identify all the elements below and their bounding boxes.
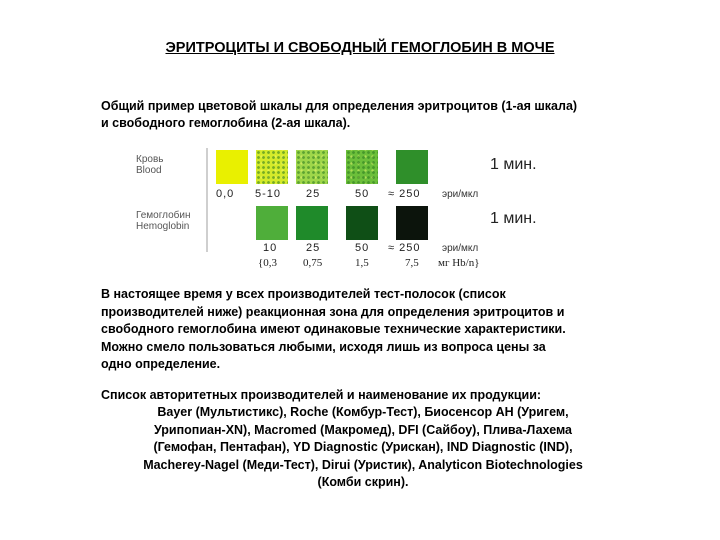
para-line-5: одно определение. (101, 357, 221, 371)
list-line-1: Bayer (Мультистикс), Roche (Комбур-Тест), Биосенсор АН (Уригем, (157, 405, 569, 419)
para-line-4: Можно смело пользоваться любыми, исходя лишь из вопроса цены за (101, 339, 546, 354)
blood-time: 1 мин. (490, 156, 537, 173)
hemo-unit: эри/мкл (442, 243, 479, 254)
color-scale-chart (132, 148, 552, 274)
hemo-value-2: 25 (306, 242, 321, 254)
hemo-value-1: 10 (263, 242, 278, 254)
list-line-3: (Гемофан, Пентафан), YD Diagnostic (Урискан), IND Diagnostic (IND), (153, 440, 573, 454)
manufacturer-list (101, 404, 625, 492)
manufacturers-paragraph (101, 286, 641, 374)
hemo-swatch-1 (256, 206, 288, 240)
page-title: ЭРИТРОЦИТЫ И СВОБОДНЫЙ ГЕМОГЛОБИН В МОЧЕ (165, 40, 555, 56)
hemo-swatch-3 (346, 206, 378, 240)
hemo-swatch-2 (296, 206, 328, 240)
hemo-value-3: 50 (355, 242, 370, 254)
list-line-2: Урипопиан-XN), Macromed (Макромед), DFI (Сайбоу), Плива-Лахема (153, 422, 573, 437)
blood-value-5: ≈ 250 (388, 188, 421, 200)
blood-swatch-3 (296, 150, 328, 184)
chart-divider (206, 148, 208, 252)
hemo-label-ru: Гемоглобин (136, 210, 191, 221)
hemo-value-4: ≈ 250 (388, 242, 421, 254)
mg-value-3: 1,5 (355, 257, 369, 269)
para-line-3: свободного гемоглобина имеют одинаковые технические характеристики. (101, 322, 566, 336)
hemo-swatch-4 (396, 206, 428, 240)
blood-swatch-2 (256, 150, 288, 184)
blood-label-en: Blood (136, 165, 162, 176)
hemo-time: 1 мин. (490, 210, 537, 227)
blood-unit: эри/мкл (442, 189, 479, 200)
mg-value-2: 0,75 (303, 257, 323, 269)
mg-value-1: {0,3 (258, 257, 278, 269)
blood-value-3: 25 (306, 188, 321, 200)
intro-line-2: и свободного гемоглобина (2-ая шкала). (101, 116, 351, 130)
blood-value-2: 5-10 (255, 188, 282, 200)
blood-swatch-4 (346, 150, 378, 184)
list-heading: Список авторитетных производителей и наименование их продукции: (101, 388, 542, 402)
mg-value-4: 7,5 (405, 257, 419, 269)
blood-swatch-5 (396, 150, 428, 184)
blood-value-4: 50 (355, 188, 370, 200)
mg-unit: мг Hb/n} (438, 257, 480, 269)
intro-line-1: Общий пример цветовой шкалы для определения эритроцитов (1-ая шкала) (101, 99, 578, 113)
hemo-label-en: Hemoglobin (136, 221, 190, 232)
blood-label-ru: Кровь (136, 154, 164, 165)
intro-text (101, 98, 661, 132)
para-line-1: В настоящее время у всех производителей тест-полосок (список (101, 287, 506, 301)
blood-value-1: 0,0 (216, 188, 235, 200)
para-line-2: производителей ниже) реакционная зона для определения эритроцитов и (101, 304, 565, 319)
list-line-5: (Комби скрин). (317, 475, 409, 489)
blood-swatch-1 (216, 150, 248, 184)
list-line-4: Macherey-Nagel (Меди-Тест), Dirui (Уристик), Analyticon Biotechnologies (143, 457, 583, 472)
